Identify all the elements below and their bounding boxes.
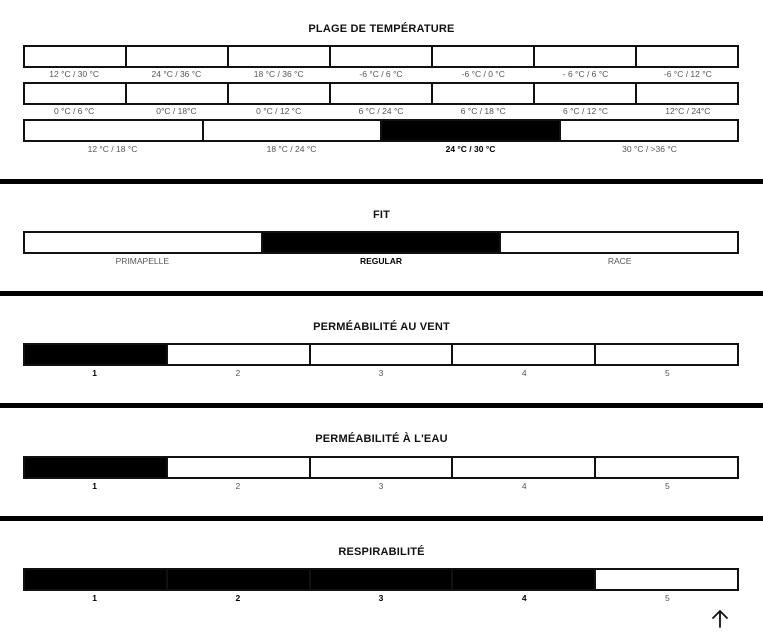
temperature-label: -6 °C / 6 °C (359, 69, 403, 79)
rating-level: 1 (92, 481, 97, 491)
rating-level: 5 (665, 481, 670, 491)
water-permeability-title: PERMÉABILITÉ À L'EAU (315, 433, 448, 445)
fit-title: FIT (372, 209, 391, 221)
rating-level: 3 (378, 481, 384, 491)
rating-segment (594, 345, 737, 364)
rating-segment (166, 570, 309, 589)
rating-segment (594, 458, 737, 477)
rating-level: 2 (235, 368, 241, 378)
breathability-labels (23, 593, 739, 603)
temperature-label: 0 °C / 12 °C (256, 106, 302, 116)
rating-segment (25, 570, 166, 589)
temperature-row-3 (23, 119, 739, 142)
temperature-row-2 (23, 82, 739, 105)
temperature-cell[interactable] (559, 121, 738, 140)
temperature-title: PLAGE DE TEMPÉRATURE (308, 23, 455, 35)
section-divider (0, 179, 763, 184)
temperature-cell[interactable] (431, 84, 533, 103)
temperature-label: - 6 °C / 6 °C (562, 69, 609, 79)
temperature-label: -6 °C / 12 °C (663, 69, 712, 79)
temperature-label: 6 °C / 24 °C (358, 106, 404, 116)
rating-segment (451, 458, 594, 477)
temperature-cell[interactable] (329, 47, 431, 66)
temperature-row-1-labels (23, 69, 739, 79)
rating-segment (594, 570, 737, 589)
temperature-cell[interactable] (25, 47, 125, 66)
temperature-row-3-labels (23, 144, 739, 154)
rating-level: 2 (235, 481, 241, 491)
fit-option[interactable] (25, 233, 261, 252)
rating-level: 2 (235, 593, 241, 603)
rating-segment (451, 345, 594, 364)
section-divider (0, 516, 763, 521)
temperature-cell[interactable] (533, 84, 635, 103)
breathability-title: RESPIRABILITÉ (338, 546, 425, 558)
rating-level: 1 (92, 368, 97, 378)
temperature-label: 18 °C / 36 °C (253, 69, 304, 79)
temperature-label: 18 °C / 24 °C (266, 144, 317, 154)
rating-segment (309, 458, 452, 477)
rating-segment (309, 570, 452, 589)
temperature-label: 6 °C / 12 °C (563, 106, 609, 116)
temperature-cell[interactable] (125, 47, 227, 66)
fit-labels (23, 256, 739, 266)
rating-segment (309, 345, 452, 364)
temperature-cell[interactable] (533, 47, 635, 66)
water-permeability-labels (23, 481, 739, 491)
section-divider (0, 291, 763, 296)
temperature-cell[interactable] (635, 47, 737, 66)
temperature-cell[interactable] (25, 121, 202, 140)
rating-level: 4 (521, 593, 527, 603)
rating-level: 5 (665, 368, 670, 378)
temperature-label: 6 °C / 18 °C (460, 106, 506, 116)
temperature-label: 30 °C / >36 °C (622, 144, 677, 154)
temperature-cell[interactable] (329, 84, 431, 103)
rating-level: 3 (378, 593, 384, 603)
fit-label: RACE (607, 256, 632, 266)
wind-permeability-bar (23, 343, 739, 366)
temperature-cell[interactable] (202, 121, 381, 140)
rating-level: 1 (92, 593, 97, 603)
arrow-up-icon[interactable] (709, 608, 731, 628)
temperature-cell[interactable] (635, 84, 737, 103)
rating-segment (451, 570, 594, 589)
rating-level: 3 (378, 368, 384, 378)
fit-option[interactable] (261, 233, 499, 252)
temperature-label: 0°C / 18°C (156, 106, 197, 116)
temperature-cell[interactable] (125, 84, 227, 103)
rating-segment (166, 345, 309, 364)
rating-segment (25, 345, 166, 364)
temperature-row-2-labels (23, 106, 739, 116)
rating-segment (166, 458, 309, 477)
fit-bar (23, 231, 739, 254)
wind-permeability-title: PERMÉABILITÉ AU VENT (313, 321, 450, 333)
temperature-label: 24 °C / 36 °C (151, 69, 202, 79)
temperature-label: 24 °C / 30 °C (445, 144, 496, 154)
temperature-label: 0 °C / 6 °C (53, 106, 95, 116)
rating-level: 4 (521, 481, 527, 491)
temperature-label: 12 °C / 18 °C (87, 144, 138, 154)
rating-segment (25, 458, 166, 477)
fit-label: REGULAR (359, 256, 403, 266)
rating-level: 4 (521, 368, 527, 378)
temperature-cell[interactable] (380, 121, 559, 140)
fit-option[interactable] (499, 233, 737, 252)
wind-permeability-labels (23, 368, 739, 378)
temperature-label: 12 °C / 30 °C (49, 69, 100, 79)
breathability-bar (23, 568, 739, 591)
temperature-label: -6 °C / 0 °C (461, 69, 505, 79)
temperature-cell[interactable] (25, 84, 125, 103)
temperature-row-1 (23, 45, 739, 68)
water-permeability-bar (23, 456, 739, 479)
fit-label: PRIMAPELLE (115, 256, 170, 266)
temperature-cell[interactable] (431, 47, 533, 66)
rating-level: 5 (665, 593, 670, 603)
temperature-cell[interactable] (227, 47, 329, 66)
section-divider (0, 403, 763, 408)
temperature-label: 12°C / 24°C (665, 106, 711, 116)
temperature-cell[interactable] (227, 84, 329, 103)
